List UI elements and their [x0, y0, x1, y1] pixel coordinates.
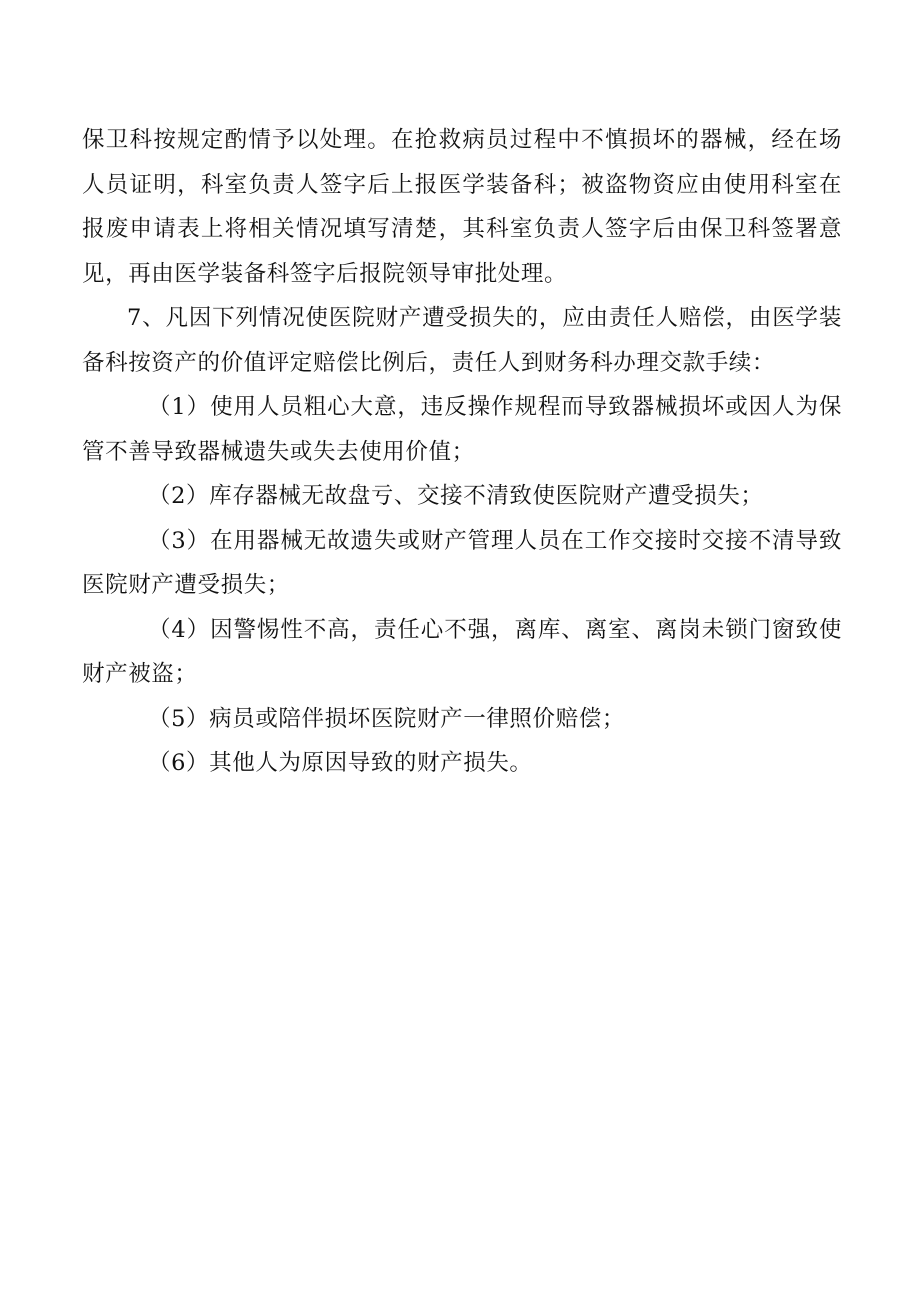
- list-item-5: （5）病员或陪伴损坏医院财产一律照价赔偿；: [148, 705, 625, 732]
- list-item-3: （3）在用器械无故遗失或财产管理人员在工作交接时交接不清导致医院财产遭受损失；: [82, 527, 842, 598]
- list-item-4: （4）因警惕性不高，责任心不强，离库、离室、离岗未锁门窗致使财产被盗；: [82, 616, 842, 687]
- paragraph-clause-7: 7、凡因下列情况使医院财产遭受损失的，应由责任人赔偿，由医学装备科按资产的价值评定赔偿比例后，责任人到财务科办理交款手续：: [82, 305, 842, 376]
- paragraph-continuation: 保卫科按规定酌情予以处理。在抢救病员过程中不慎损坏的器械，经在场人员证明，科室负责人签字后上报医学装备科；被盗物资应由使用科室在报废申请表上将相关情况填写清楚，其科室负责人签字后由保卫科签署意见，再由医学装备科签字后报院领导审批处理。: [82, 127, 842, 287]
- list-item-2: （2）库存器械无故盘亏、交接不清致使医院财产遭受损失；: [148, 483, 764, 509]
- list-item-1: （1）使用人员粗心大意，违反操作规程而导致器械损坏或因人为保管不善导致器械遗失或失去使用价值；: [82, 394, 842, 465]
- document-body: [82, 118, 842, 786]
- list-item-6: （6）其他人为原因导致的财产损失。: [148, 750, 533, 776]
